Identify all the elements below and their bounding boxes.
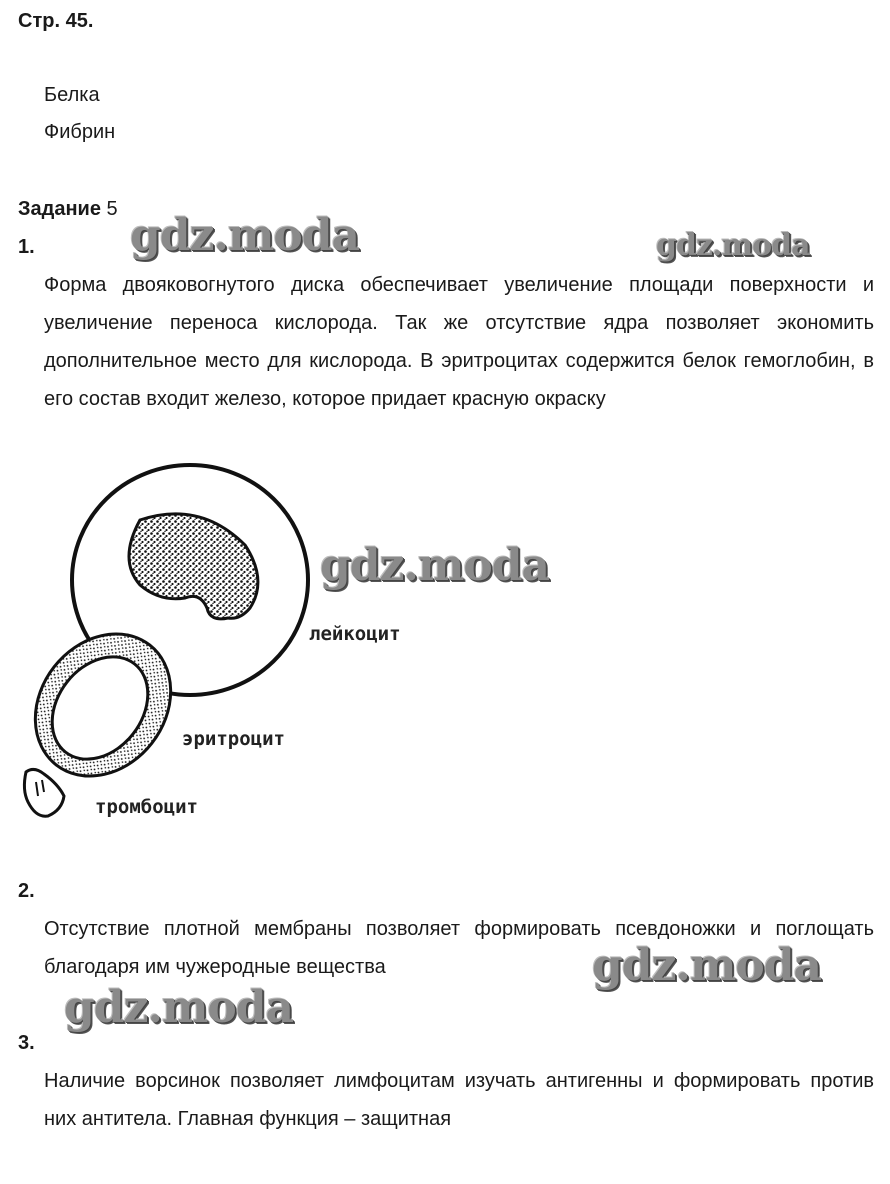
item-3-text: Наличие ворсинок позволяет лимфоцитам изучать антигенны и формировать против них антитела. Главная функция – защитная [44, 1070, 874, 1130]
answer-1: Белка [44, 84, 100, 106]
task-number: 5 [106, 198, 118, 220]
item-2-number: 2. [18, 880, 35, 902]
answer-2: Фибрин [44, 121, 116, 143]
page-header: Стр. 45. [18, 10, 94, 32]
watermark-logo: gdz.moda [320, 540, 550, 591]
watermark-logo: gdz.moda [592, 940, 822, 991]
blood-cells-figure [0, 460, 460, 840]
task-heading [18, 190, 118, 228]
watermark-logo: gdz.moda [656, 228, 810, 263]
watermark-logo: gdz.moda [64, 982, 294, 1033]
item-3-number: 3. [18, 1032, 35, 1054]
label-erythrocyte: эритроцит [182, 728, 285, 750]
item-1-text: Форма двояковогнутого диска обеспечивает увеличение площади поверхности и увеличение переноса кислорода. Так же отсутствие ядра позволяет экономить дополнительное место для кислорода. В эритроцитах содержится белок гемоглобин, в его состав входит железо, которое придает красную окраску [44, 274, 874, 410]
label-platelet: тромбоцит [95, 796, 198, 818]
item-1-number: 1. [18, 236, 35, 258]
task-label: Задание [18, 198, 101, 220]
item-2-text: Отсутствие плотной мембраны позволяет формировать псевдоножки и поглощать благодаря им чужеродные вещества [44, 918, 874, 978]
label-leukocyte: лейкоцит [309, 623, 401, 645]
platelet-cell [24, 769, 64, 816]
watermark-logo: gdz.moda [130, 210, 360, 261]
